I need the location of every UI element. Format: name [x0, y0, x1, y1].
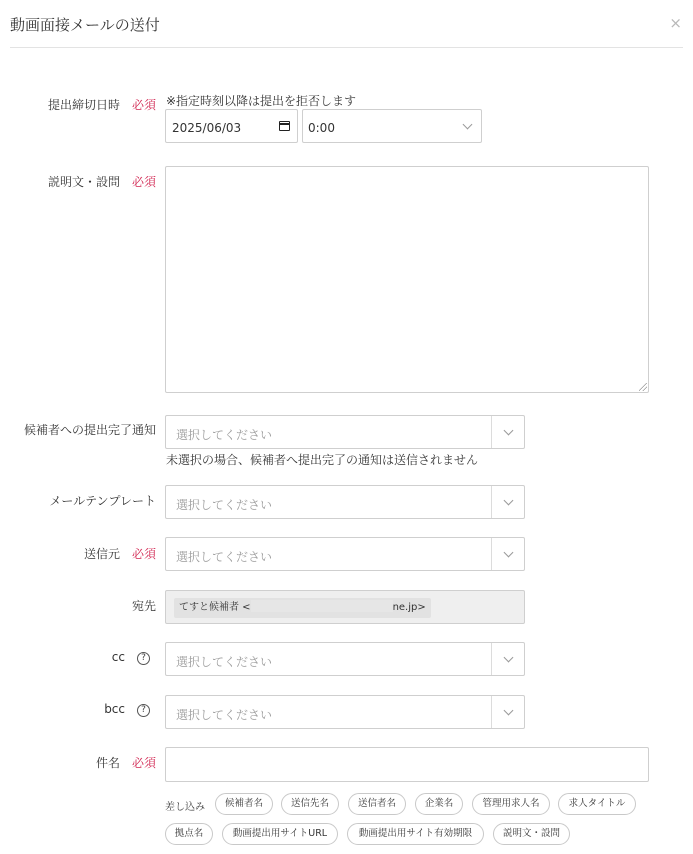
bcc-label-text: bcc — [104, 702, 125, 716]
mail-template-label — [49, 492, 156, 509]
bcc-select[interactable] — [165, 695, 525, 729]
chevron-down-icon — [463, 120, 473, 130]
required-badge: 必須 — [131, 756, 156, 770]
required-badge: 必須 — [131, 547, 156, 561]
cc-label — [112, 650, 150, 665]
deadline-label — [48, 96, 156, 113]
header-divider — [10, 47, 683, 48]
chevron-down-icon[interactable] — [504, 706, 514, 716]
description-label-text: 説明文・設問 — [47, 175, 120, 189]
required-badge: 必須 — [131, 98, 156, 112]
mail-template-label-text: メールテンプレート — [49, 494, 156, 508]
completion-notice-placeholder: 選択してください — [176, 428, 273, 442]
deadline-label-text: 提出締切日時 — [47, 98, 120, 112]
dialog-header — [0, 0, 693, 49]
description-textarea[interactable] — [165, 166, 649, 393]
close-icon[interactable]: × — [669, 14, 682, 32]
deadline-note: ※指定時刻以降は提出を拒否します — [166, 94, 357, 108]
sender-label-text: 送信元 — [83, 547, 120, 561]
select-divider — [491, 538, 492, 570]
insert-chip[interactable]: 説明文・設問 — [493, 823, 570, 845]
chevron-down-icon[interactable] — [504, 426, 514, 436]
deadline-time-select[interactable] — [302, 109, 482, 143]
insert-label: 差し込み — [165, 802, 205, 813]
recipient-tag-domain: ne.jp> — [392, 602, 426, 613]
deadline-date-value: 2025/06/03 — [172, 121, 242, 135]
cc-placeholder: 選択してください — [176, 655, 273, 669]
bcc-placeholder: 選択してください — [176, 708, 273, 722]
insert-chip[interactable]: 拠点名 — [165, 823, 213, 845]
chevron-down-icon[interactable] — [504, 496, 514, 506]
select-divider — [491, 696, 492, 728]
insert-chip[interactable]: 管理用求人名 — [472, 793, 550, 815]
recipient-tag-name: てすと候補者 < — [179, 602, 251, 613]
recipient-field — [165, 590, 525, 624]
insert-chip[interactable]: 企業名 — [415, 793, 463, 815]
completion-notice-label-text: 候補者への提出完了通知 — [23, 423, 156, 437]
recipient-label-text: 宛先 — [131, 599, 156, 613]
insert-chip[interactable]: 候補者名 — [215, 793, 273, 815]
sender-label — [84, 545, 156, 562]
chevron-down-icon[interactable] — [504, 653, 514, 663]
insert-chip[interactable]: 送信先名 — [281, 793, 339, 815]
insert-chip[interactable]: 動画提出用サイトURL — [222, 823, 338, 845]
description-label — [48, 173, 156, 190]
insert-chip[interactable]: 動画提出用サイト有効期限 — [347, 823, 484, 845]
sender-placeholder: 選択してください — [176, 550, 273, 564]
calendar-icon[interactable] — [279, 121, 290, 131]
subject-label-text: 件名 — [95, 756, 120, 770]
completion-notice-select[interactable] — [165, 415, 525, 449]
select-divider — [491, 643, 492, 675]
select-divider — [491, 416, 492, 448]
insert-chip[interactable]: 送信者名 — [348, 793, 406, 815]
resize-handle[interactable] — [639, 383, 647, 391]
chevron-down-icon[interactable] — [504, 548, 514, 558]
cc-select[interactable] — [165, 642, 525, 676]
deadline-time-value: 0:00 — [308, 121, 335, 135]
completion-notice-note: 未選択の場合、候補者へ提出完了の通知は送信されません — [166, 453, 479, 467]
subject-label — [96, 754, 156, 771]
mail-template-placeholder: 選択してください — [176, 498, 273, 512]
mail-template-select[interactable] — [165, 485, 525, 519]
masked-email — [251, 600, 393, 612]
recipient-tag — [174, 598, 431, 618]
select-divider — [491, 486, 492, 518]
recipient-label — [132, 597, 156, 614]
insert-chip[interactable]: 求人タイトル — [558, 793, 636, 815]
sender-select[interactable] — [165, 537, 525, 571]
help-icon[interactable]: ? — [137, 704, 150, 717]
help-icon[interactable]: ? — [137, 652, 150, 665]
required-badge: 必須 — [131, 175, 156, 189]
deadline-date-input[interactable] — [165, 109, 298, 143]
dialog-title: 動画面接メールの送付 — [10, 16, 160, 34]
subject-input[interactable] — [165, 747, 649, 782]
cc-label-text: cc — [111, 650, 125, 664]
completion-notice-label — [24, 421, 156, 438]
bcc-label — [104, 702, 150, 717]
